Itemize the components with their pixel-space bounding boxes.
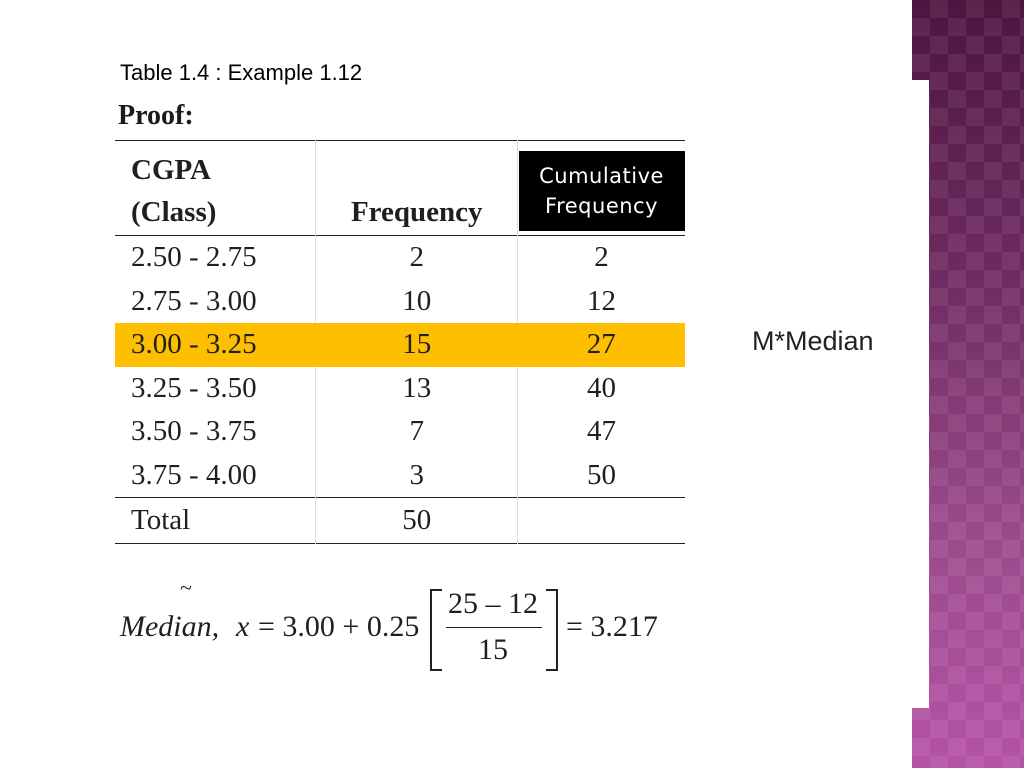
- header-cgpa: CGPA: [131, 154, 212, 186]
- table-row: [115, 410, 685, 454]
- table-row: [115, 236, 685, 280]
- frequency-table: [115, 140, 685, 544]
- class-cell: 2.75 - 3.00: [131, 284, 257, 317]
- cumulative-cell: 27: [518, 323, 685, 367]
- frequency-cell: 3: [316, 454, 518, 498]
- total-cumulative: [518, 498, 685, 544]
- table-header-row: [115, 141, 685, 236]
- median-formula: [120, 575, 680, 675]
- median-label: M*Median: [752, 326, 874, 356]
- proof-heading: Proof:: [118, 100, 194, 131]
- header-cgpa-class: [115, 141, 316, 236]
- formula-right-bracket: [546, 589, 558, 671]
- header-frequency: Frequency: [316, 141, 518, 236]
- cumulative-cell: 2: [518, 236, 685, 280]
- class-cell: 3.25 - 3.50: [131, 371, 257, 404]
- frequency-cell: 10: [316, 280, 518, 324]
- header-cumulative-frequency: [518, 141, 685, 236]
- formula-tilde: ~: [180, 575, 192, 600]
- formula-left-bracket: [430, 589, 442, 671]
- formula-result: = 3.217: [566, 610, 658, 643]
- class-cell: 2.50 - 2.75: [131, 241, 257, 274]
- cumulative-cell: 47: [518, 410, 685, 454]
- formula-expression: = 3.00 + 0.25: [258, 610, 420, 643]
- table-row: [115, 367, 685, 411]
- header-class: (Class): [131, 196, 217, 228]
- frequency-cell: 13: [316, 367, 518, 411]
- table-row: [115, 454, 685, 498]
- side-band-white-strip: [912, 80, 929, 708]
- table-caption: Table 1.4 : Example 1.12: [120, 60, 363, 85]
- table-row: [115, 280, 685, 324]
- header-cumulative: Cumulative: [539, 164, 664, 188]
- formula-median-word: Median,: [120, 610, 220, 643]
- formula-denominator: 15: [478, 633, 508, 666]
- table-row-median-class: [115, 323, 685, 367]
- total-label: Total: [131, 504, 191, 536]
- class-cell: 3.50 - 3.75: [131, 415, 257, 448]
- class-cell: 3.75 - 4.00: [131, 458, 257, 491]
- cumulative-cell: 50: [518, 454, 685, 498]
- frequency-cell: 2: [316, 236, 518, 280]
- header-cumulative-frequency-word: Frequency: [545, 194, 659, 218]
- formula-fraction-bar: [446, 627, 542, 628]
- total-frequency: 50: [316, 498, 518, 544]
- table-total-row: [115, 498, 685, 544]
- frequency-cell: 15: [316, 323, 518, 367]
- class-cell: 3.00 - 3.25: [115, 323, 316, 367]
- frequency-cell: 7: [316, 410, 518, 454]
- formula-x: x: [236, 610, 250, 643]
- cumulative-cell: 40: [518, 367, 685, 411]
- cumulative-frequency-box: [519, 151, 685, 231]
- formula-numerator: 25 – 12: [448, 587, 538, 620]
- cumulative-cell: 12: [518, 280, 685, 324]
